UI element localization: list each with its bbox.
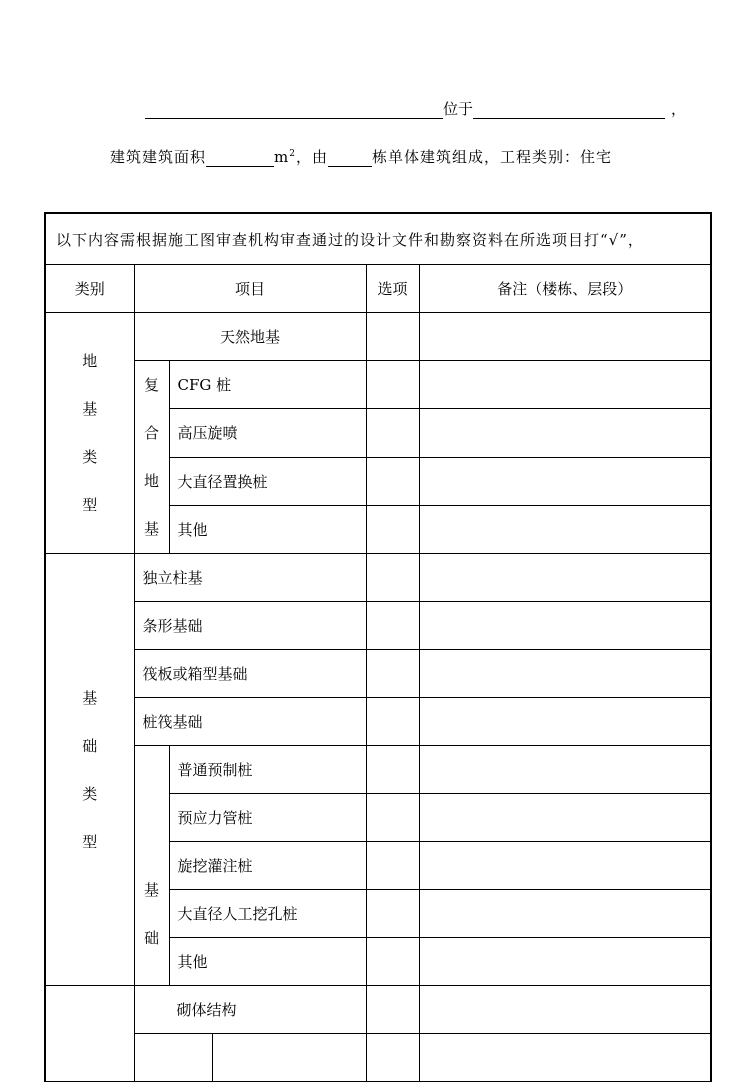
intro-line-1	[145, 98, 705, 124]
remark-cell[interactable]	[419, 457, 711, 505]
header-option: 选项	[366, 265, 419, 313]
item-pile-raft-foundation: 桩筏基础	[134, 698, 366, 746]
remark-cell[interactable]	[419, 794, 711, 842]
table-row	[45, 313, 711, 361]
comma-text: ，	[671, 100, 687, 118]
located-at-label: 位于	[443, 100, 474, 118]
structure-item-cell	[212, 1034, 366, 1082]
option-cell[interactable]	[366, 361, 419, 409]
building-count-blank[interactable]	[328, 146, 372, 167]
header-category: 类别	[45, 265, 134, 313]
item-precast-pile: 普通预制桩	[169, 746, 366, 794]
option-cell[interactable]	[366, 1034, 419, 1082]
remark-cell[interactable]	[419, 650, 711, 698]
review-table	[44, 212, 712, 1082]
table-row	[45, 1034, 711, 1082]
table-row	[45, 602, 711, 650]
table-row	[45, 698, 711, 746]
remark-cell[interactable]	[419, 986, 711, 1034]
option-cell[interactable]	[366, 794, 419, 842]
remark-cell[interactable]	[419, 698, 711, 746]
remark-cell[interactable]	[419, 602, 711, 650]
item-large-replacement-pile: 大直径置换桩	[169, 457, 366, 505]
option-cell[interactable]	[366, 457, 419, 505]
item-isolated-footing: 独立柱基	[134, 554, 366, 602]
remark-cell[interactable]	[419, 890, 711, 938]
building-text: 栋单体建筑组成，工程类别：住宅	[372, 148, 613, 166]
remark-cell[interactable]	[419, 409, 711, 457]
item-masonry-structure: 砌体结构	[134, 986, 366, 1034]
subcategory-composite: 复 合 地 基	[134, 361, 169, 554]
category-foundation-type: 基 础 类 型	[45, 554, 134, 986]
header-item: 项目	[134, 265, 366, 313]
item-strip-footing: 条形基础	[134, 602, 366, 650]
option-cell[interactable]	[366, 554, 419, 602]
subcategory-pile-foundation: 基 础	[134, 746, 169, 986]
remark-cell[interactable]	[419, 554, 711, 602]
remark-cell[interactable]	[419, 842, 711, 890]
remark-cell[interactable]	[419, 505, 711, 553]
item-pile-other: 其他	[169, 938, 366, 986]
category-foundation-soil: 地 基 类 型	[45, 313, 134, 554]
item-prestressed-pipe-pile: 预应力管桩	[169, 794, 366, 842]
option-cell[interactable]	[366, 890, 419, 938]
table-row	[45, 986, 711, 1034]
option-cell[interactable]	[366, 986, 419, 1034]
remark-cell[interactable]	[419, 746, 711, 794]
option-cell[interactable]	[366, 698, 419, 746]
intro-line-2	[110, 146, 710, 172]
option-cell[interactable]	[366, 650, 419, 698]
location-blank[interactable]	[473, 98, 665, 119]
option-cell[interactable]	[366, 746, 419, 794]
structure-sub-cell	[134, 1034, 212, 1082]
item-composite-other: 其他	[169, 505, 366, 553]
option-cell[interactable]	[366, 409, 419, 457]
area-label: 建筑建筑面积	[110, 148, 207, 166]
header-row	[45, 265, 711, 313]
table-row	[45, 746, 711, 794]
remark-cell[interactable]	[419, 361, 711, 409]
project-name-blank[interactable]	[145, 98, 443, 119]
table-row	[45, 554, 711, 602]
item-raft-box-foundation: 筏板或箱型基础	[134, 650, 366, 698]
category-structure	[45, 986, 134, 1082]
instruction-text: 以下内容需根据施工图审查机构审查通过的设计文件和勘察资料在所选项目打“√”，	[45, 213, 711, 265]
item-natural-foundation: 天然地基	[134, 313, 366, 361]
option-cell[interactable]	[366, 602, 419, 650]
remark-cell[interactable]	[419, 938, 711, 986]
header-remark: 备注（楼栋、层段）	[419, 265, 711, 313]
option-cell[interactable]	[366, 938, 419, 986]
item-manual-dug-pile: 大直径人工挖孔桩	[169, 890, 366, 938]
item-rotary-bored-pile: 旋挖灌注桩	[169, 842, 366, 890]
option-cell[interactable]	[366, 505, 419, 553]
option-cell[interactable]	[366, 313, 419, 361]
by-text: ，由	[295, 148, 328, 166]
item-jet-grouting: 高压旋喷	[169, 409, 366, 457]
remark-cell[interactable]	[419, 313, 711, 361]
area-blank[interactable]	[206, 146, 274, 167]
item-cfg-pile: CFG 桩	[169, 361, 366, 409]
option-cell[interactable]	[366, 842, 419, 890]
remark-cell[interactable]	[419, 1034, 711, 1082]
table-row	[45, 650, 711, 698]
area-unit: $m^2$	[274, 148, 296, 166]
table-row	[45, 361, 711, 409]
